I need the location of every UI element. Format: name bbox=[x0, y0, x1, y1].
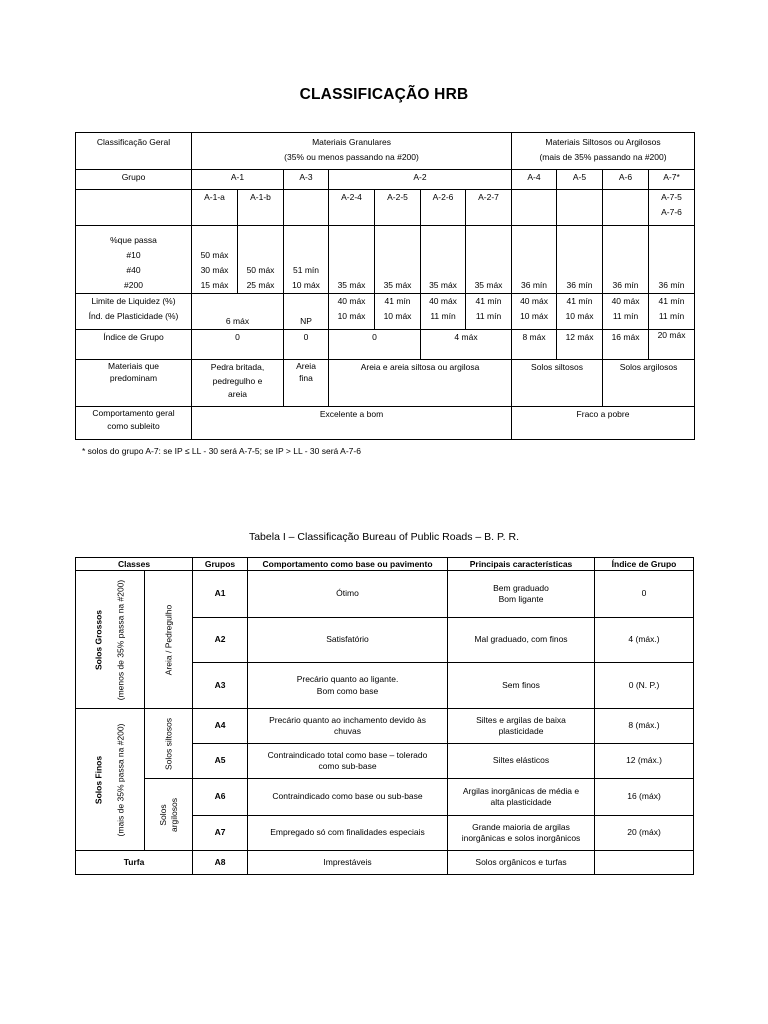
bpr-comportamento: Imprestáveis bbox=[248, 851, 448, 875]
hrb-grupo: A-4 bbox=[512, 170, 557, 190]
hrb-passa-a1a: 50 máx 30 máx 15 máx bbox=[192, 226, 238, 294]
bpr-header: Principais características bbox=[448, 558, 595, 571]
bpr-comportamento: Satisfatório bbox=[248, 618, 448, 663]
hrb-grupo: A-5 bbox=[557, 170, 603, 190]
footnote: * solos do grupo A-7: se IP ≤ LL - 30 será A-7-5; se IP > LL - 30 será A-7-6 bbox=[82, 446, 361, 456]
hrb-comportamento-label: Comportamento geral como subleito bbox=[76, 407, 192, 440]
bpr-solos-grossos: Solos Grossos (menos de 35% passa na #200) bbox=[76, 571, 145, 709]
hrb-table bbox=[75, 132, 695, 440]
hrb-passa-200: 35 máx bbox=[375, 226, 421, 294]
hrb-ll-ip: 41 mín 11 mín bbox=[649, 294, 695, 330]
table-caption: Tabela I – Classificação Bureau of Public Roads – B. P. R. bbox=[248, 531, 520, 543]
bpr-comportamento: Ótimo bbox=[248, 571, 448, 618]
hrb-passa-200: 36 mín bbox=[557, 226, 603, 294]
hrb-ig: 0 bbox=[192, 330, 284, 360]
hrb-grupo-label: Grupo bbox=[76, 170, 192, 190]
bpr-indice: 16 (máx) bbox=[595, 779, 694, 816]
page-title: CLASSIFICAÇÃO HRB bbox=[299, 86, 469, 103]
hrb-subgrupo: A-2-7 bbox=[466, 190, 512, 226]
hrb-subgrupo-a7: A-7-5 A-7-6 bbox=[649, 190, 695, 226]
hrb-passa-a1b: 50 máx 25 máx bbox=[238, 226, 284, 294]
bpr-header: Classes bbox=[76, 558, 193, 571]
hrb-ip-a3: NP bbox=[284, 294, 329, 330]
bpr-grupo: A1 bbox=[193, 571, 248, 618]
hrb-ll-ip: 40 máx 10 máx bbox=[329, 294, 375, 330]
bpr-turfa: Turfa bbox=[76, 851, 193, 875]
hrb-grupo: A-7* bbox=[649, 170, 695, 190]
bpr-indice: 0 bbox=[595, 571, 694, 618]
bpr-comportamento: Precário quanto ao inchamento devido às chuvas bbox=[248, 709, 448, 744]
bpr-caracteristicas: Argilas inorgânicas de média e alta plasticidade bbox=[448, 779, 595, 816]
hrb-header-siltosos: Materiais Siltosos ou Argilosos (mais de 35% passando na #200) bbox=[512, 133, 695, 170]
bpr-solos-argilosos: Solos argilosos bbox=[145, 779, 193, 851]
bpr-indice: 8 (máx.) bbox=[595, 709, 694, 744]
bpr-caracteristicas: Sem finos bbox=[448, 663, 595, 709]
hrb-passa-200: 35 máx bbox=[466, 226, 512, 294]
hrb-ig: 16 máx bbox=[603, 330, 649, 360]
hrb-ig: 20 máx bbox=[649, 330, 695, 360]
hrb-subgrupo: A-1-b bbox=[238, 190, 284, 226]
hrb-comportamento-granular: Excelente a bom bbox=[192, 407, 512, 440]
hrb-passa-200: 36 mín bbox=[649, 226, 695, 294]
hrb-grupo: A-3 bbox=[284, 170, 329, 190]
hrb-passa-a3: 51 mín 10 máx bbox=[284, 226, 329, 294]
hrb-ll-ip: 40 máx 11 mín bbox=[421, 294, 466, 330]
hrb-header-classificacao: Classificação Geral bbox=[76, 133, 192, 170]
hrb-ig-label: Índice de Grupo bbox=[76, 330, 192, 360]
bpr-caracteristicas: Mal graduado, com finos bbox=[448, 618, 595, 663]
bpr-comportamento: Precário quanto ao ligante. Bom como base bbox=[248, 663, 448, 709]
bpr-header: Grupos bbox=[193, 558, 248, 571]
hrb-grupo: A-1 bbox=[192, 170, 284, 190]
hrb-materiais-siltosos: Solos siltosos bbox=[512, 360, 603, 407]
bpr-caracteristicas: Grande maioria de argilas inorgânicas e solos inorgânicos bbox=[448, 816, 595, 851]
hrb-subgrupo: A-2-4 bbox=[329, 190, 375, 226]
bpr-comportamento: Empregado só com finalidades especiais bbox=[248, 816, 448, 851]
bpr-caracteristicas: Siltes e argilas de baixa plasticidade bbox=[448, 709, 595, 744]
hrb-passa-200: 35 máx bbox=[329, 226, 375, 294]
bpr-indice: 0 (N. P.) bbox=[595, 663, 694, 709]
hrb-passa-200: 36 mín bbox=[512, 226, 557, 294]
hrb-ll-ip: 41 mín 11 mín bbox=[466, 294, 512, 330]
hrb-subgrupo: A-2-5 bbox=[375, 190, 421, 226]
hrb-ll-ip: 41 mín 10 máx bbox=[557, 294, 603, 330]
hrb-ig: 8 máx bbox=[512, 330, 557, 360]
hrb-ig: 0 bbox=[329, 330, 421, 360]
hrb-passa-labels: %que passa #10 #40 #200 bbox=[76, 226, 192, 294]
hrb-header-granulares: Materiais Granulares (35% ou menos passando na #200) bbox=[192, 133, 512, 170]
bpr-comportamento: Contraindicado como base ou sub-base bbox=[248, 779, 448, 816]
bpr-indice: 12 (máx.) bbox=[595, 744, 694, 779]
hrb-ll-ip: 40 máx 11 mín bbox=[603, 294, 649, 330]
bpr-solos-finos: Solos Finos (mais de 35% passa na #200) bbox=[76, 709, 145, 851]
bpr-grupo: A6 bbox=[193, 779, 248, 816]
bpr-grupo: A3 bbox=[193, 663, 248, 709]
hrb-comportamento-siltoso: Fraco a pobre bbox=[512, 407, 695, 440]
bpr-grupo: A8 bbox=[193, 851, 248, 875]
bpr-header: Comportamento como base ou pavimento bbox=[248, 558, 448, 571]
hrb-ll-ip: 41 mín 10 máx bbox=[375, 294, 421, 330]
bpr-comportamento: Contraindicado total como base – tolerado como sub-base bbox=[248, 744, 448, 779]
hrb-subgrupo: A-2-6 bbox=[421, 190, 466, 226]
bpr-solos-siltosos: Solos siltosos bbox=[145, 709, 193, 779]
bpr-indice bbox=[595, 851, 694, 875]
hrb-materiais-a2: Areia e areia siltosa ou argilosa bbox=[329, 360, 512, 407]
bpr-grupo: A2 bbox=[193, 618, 248, 663]
hrb-ip-a1: 6 máx bbox=[192, 294, 284, 330]
hrb-ig: 12 máx bbox=[557, 330, 603, 360]
bpr-header: Índice de Grupo bbox=[595, 558, 694, 571]
hrb-materiais-a3: Areia fina bbox=[284, 360, 329, 407]
hrb-ll-ip-labels: Limite de Liquidez (%) Índ. de Plasticidade (%) bbox=[76, 294, 192, 330]
hrb-grupo: A-2 bbox=[329, 170, 512, 190]
bpr-caracteristicas: Solos orgânicos e turfas bbox=[448, 851, 595, 875]
bpr-indice: 20 (máx) bbox=[595, 816, 694, 851]
hrb-passa-200: 35 máx bbox=[421, 226, 466, 294]
hrb-subgrupo: A-1-a bbox=[192, 190, 238, 226]
hrb-materiais-argilosos: Solos argilosos bbox=[603, 360, 695, 407]
hrb-materiais-label: Materiais que predominam bbox=[76, 360, 192, 407]
hrb-ll-ip: 40 máx 10 máx bbox=[512, 294, 557, 330]
bpr-grupo: A5 bbox=[193, 744, 248, 779]
bpr-indice: 4 (máx.) bbox=[595, 618, 694, 663]
bpr-caracteristicas: Siltes elásticos bbox=[448, 744, 595, 779]
hrb-passa-200: 36 mín bbox=[603, 226, 649, 294]
hrb-ig: 0 bbox=[284, 330, 329, 360]
bpr-table bbox=[75, 557, 694, 875]
bpr-areia-pedregulho: Areia / Pedregulho bbox=[145, 571, 193, 709]
hrb-grupo: A-6 bbox=[603, 170, 649, 190]
hrb-materiais-a1: Pedra britada, pedregulho e areia bbox=[192, 360, 284, 407]
bpr-grupo: A7 bbox=[193, 816, 248, 851]
hrb-ig: 4 máx bbox=[421, 330, 512, 360]
bpr-grupo: A4 bbox=[193, 709, 248, 744]
bpr-caracteristicas: Bem graduado Bom ligante bbox=[448, 571, 595, 618]
